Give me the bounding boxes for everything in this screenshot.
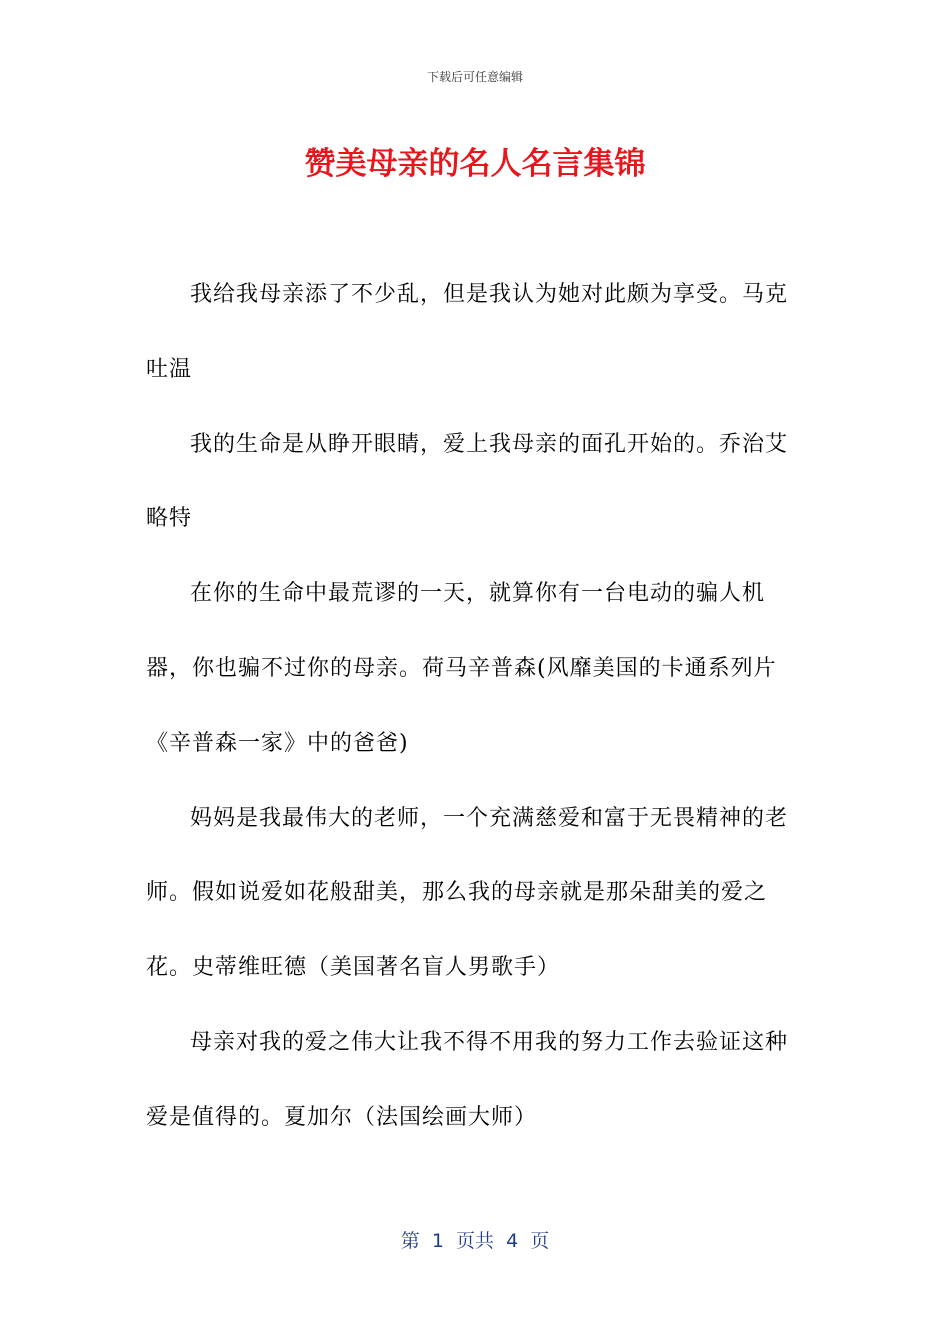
quote-paragraph-1: 我给我母亲添了不少乱，但是我认为她对此颇为享受。马克吐温 <box>146 282 789 382</box>
document-title: 赞美母亲的名人名言集锦 <box>304 146 646 182</box>
quote-paragraph-2: 我的生命是从睁开眼睛，爱上我母亲的面孔开始的。乔治艾略特 <box>146 431 789 532</box>
quote-paragraph-3: 在你的生命中最荒谬的一天，就算你有一台电动的骗人机器，你也骗不过你的母亲。荷马辛普森(风靡美国的卡通系列片《辛普森一家》中的爸爸) <box>146 581 777 756</box>
quote-paragraph-5: 母亲对我的爱之伟大让我不得不用我的努力工作去验证这种爱是值得的。夏加尔（法国绘画大师） <box>146 1029 789 1130</box>
quote-paragraph-4: 妈妈是我最伟大的老师，一个充满慈爱和富于无畏精神的老师。假如说爱如花般甜美，那么我的母亲就是那朵甜美的爱之花。史蒂维旺德（美国著名盲人男歌手） <box>146 805 789 981</box>
document-body <box>146 258 806 1156</box>
header-note: 下载后可任意编辑 <box>426 70 523 84</box>
page-number-footer: 第 1 页共 4 页 <box>400 1230 550 1252</box>
